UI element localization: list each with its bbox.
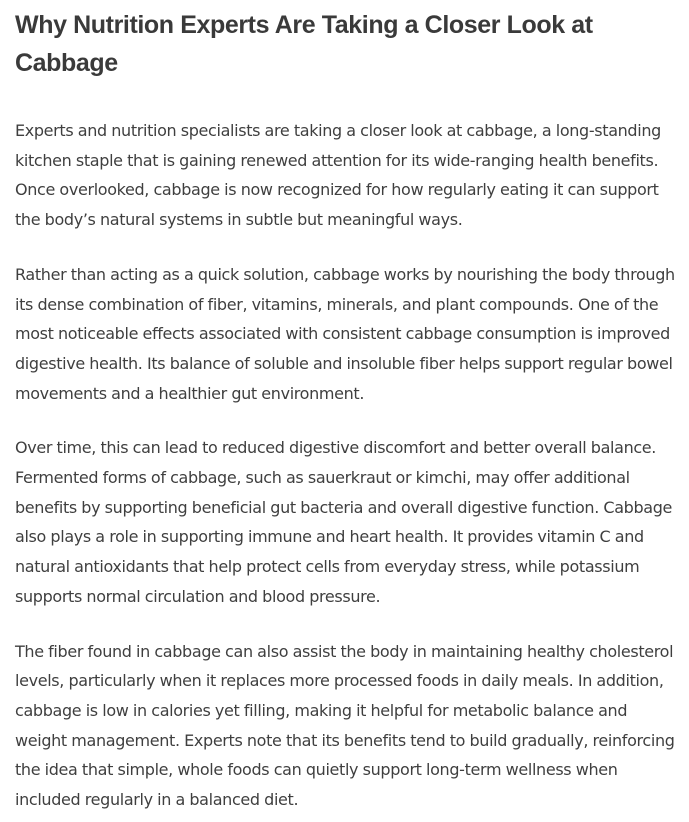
article-paragraph-3: Over time, this can lead to reduced digestive discomfort and better overall balance. Fermented forms of cabbage, such as sauerkraut or kimchi, may offer additional benefits by supporting beneficial gut bacteria and overall digestive function. Cabbage also plays a role in supporting immune and heart health. It provides vitamin C and natural antioxidants that help protect cells from everyday stress, while potassium supports normal circulation and blood pressure. (15, 438, 673, 606)
article-paragraph-1: Experts and nutrition specialists are taking a closer look at cabbage, a long-standing kitchen staple that is gaining renewed attention for its wide-ranging health benefits. Once overlooked, cabbage is now recognized for how regularly eating it can support the body’s natural systems in subtle but meaningful ways. (15, 121, 661, 230)
article-paragraph-4: The fiber found in cabbage can also assist the body in maintaining healthy cholesterol levels, particularly when it replaces more processed foods in daily meals. In addition, cabbage is low in calories yet filling, making it helpful for metabolic balance and weight management. Experts note that its benefits tend to build gradually, reinforcing the idea that simple, whole foods can quietly support long-term wellness when included regularly in a balanced diet. (15, 641, 675, 810)
article-paragraph-2: Rather than acting as a quick solution, cabbage works by nourishing the body through its dense combination of fiber, vitamins, minerals, and plant compounds. One of the most noticeable effects associated with consistent cabbage consumption is improved digestive health. Its balance of soluble and insoluble fiber helps support regular bowel movements and a healthier gut environment. (15, 264, 675, 403)
article-title: Why Nutrition Experts Are Taking a Closer Look at Cabbage (15, 11, 593, 77)
